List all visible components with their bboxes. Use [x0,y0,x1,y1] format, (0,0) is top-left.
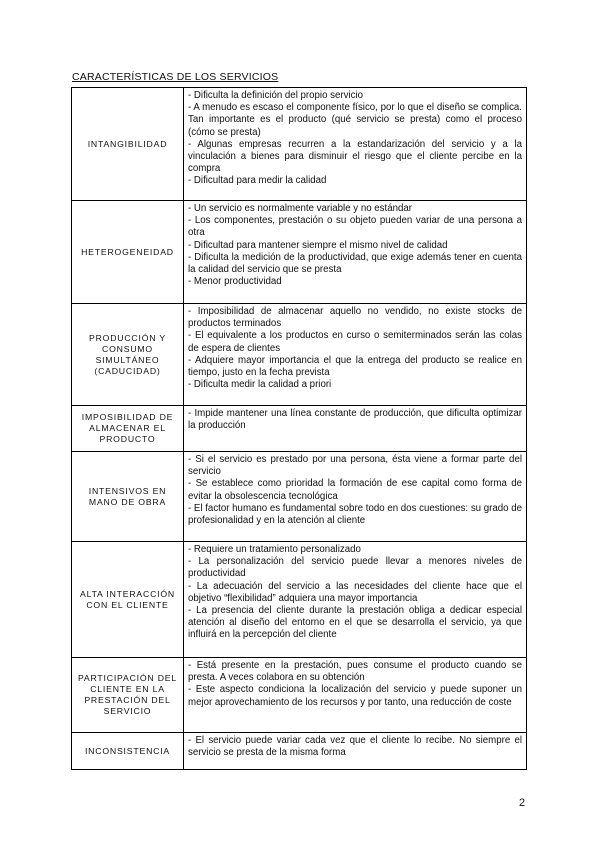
list-item: - El factor humano es fundamental sobre todo en dos cuestiones: su grado de profesionalidad y en la atención al cliente [188,502,522,527]
row-description [184,304,527,406]
row-description [184,733,527,770]
row-label: IMPOSIBILIDAD DE ALMACENAR EL PRODUCTO [72,406,184,452]
list-item: - El equivalente a los productos en curso o semiterminados serán las colas de espera de clientes [188,330,522,354]
list-item: - Adquiere mayor importancia el que la entrega del producto se realice en tiempo, justo en la fecha prevista [188,354,522,379]
table-row [72,201,527,304]
list-item: - Está presente en la prestación, pues consume el producto cuando se presta. A veces colabora en su obtención [188,660,522,684]
page-title: CARACTERÍSTICAS DE LOS SERVICIOS [72,71,279,83]
row-label: ALTA INTERACCIÓN CON EL CLIENTE [72,542,184,658]
page-number: 2 [519,797,526,809]
list-item: - Imposibilidad de almacenar aquello no vendido, no existe stocks de productos terminados [188,306,522,330]
list-item: - Algunas empresas recurren a la estandarización del servicio y a la vinculación a bienes para disminuir el riesgo que el cliente percibe en la compra [188,138,522,175]
list-item: - Dificulta la medición de la productividad, que exige además tener en cuenta la calidad del servicio que se presta [188,251,522,276]
row-label: INCONSISTENCIA [72,733,184,770]
table-row [72,733,527,770]
row-description [184,88,527,201]
services-characteristics-table [71,87,527,770]
list-item: - Impide mantener una línea constante de producción, que dificulta optimizar la producción [188,408,522,432]
row-label: INTANGIBILIDAD [72,88,184,201]
list-item: - A menudo es escaso el componente físico, por lo que el diseño se complica. Tan importante es el producto (qué servicio se presta) como el proceso (cómo se presta) [188,102,522,138]
row-label: PRODUCCIÓN Y CONSUMO SIMULTÁNEO (CADUCIDAD) [72,304,184,406]
row-label: PARTICIPACIÓN DEL CLIENTE EN LA PRESTACIÓN DEL SERVICIO [72,658,184,733]
row-description [184,542,527,658]
list-item: - Requiere un tratamiento personalizado [188,544,361,555]
table-row [72,452,527,542]
row-label: INTENSIVOS EN MANO DE OBRA [72,452,184,542]
row-description [184,201,527,304]
list-item: - El servicio puede variar cada vez que el cliente lo recibe. No siempre el servicio se presta de la misma forma [188,735,522,759]
list-item: - Se establece como prioridad la formación de ese capital como forma de evitar la obsolescencia tecnológica [188,478,522,502]
table-row [72,542,527,658]
list-item: - Si el servicio es prestado por una persona, ésta viene a formar parte del servicio [188,454,522,478]
list-item: - Este aspecto condiciona la localización del servicio y puede suponer un mejor aprovechamiento de los recursos y por tanto, una reducción de coste [188,684,522,708]
list-item: - La adecuación del servicio a las necesidades del cliente hace que el objetivo “flexibilidad” adquiera una mayor importancia [188,580,522,604]
row-description [184,658,527,733]
list-item: - Los componentes, prestación o su objeto pueden variar de una persona a otra [188,215,522,239]
row-description [184,452,527,542]
list-item: - Un servicio es normalmente variable y no estándar [188,203,412,214]
table-row [72,406,527,452]
table-row [72,304,527,406]
list-item: - Dificultad para medir la calidad [188,175,327,187]
row-label: HETEROGENEIDAD [72,201,184,304]
list-item: - Dificultad para mantener siempre el mismo nivel de calidad [188,239,448,251]
list-item: - La presencia del cliente durante la prestación obliga a dedicar especial atención al diseño del entorno en el que se desarrolla el servicio, ya que influirá en la percepción del cliente [188,605,522,641]
table-row [72,658,527,733]
list-item: - Menor productividad [188,276,282,288]
list-item: - Dificulta medir la calidad a priori [188,379,332,391]
row-description [184,406,527,452]
list-item: - La personalización del servicio puede llevar a menores niveles de productividad [188,556,522,580]
list-item: - Dificulta la definición del propio servicio [188,90,363,101]
table-row [72,88,527,201]
